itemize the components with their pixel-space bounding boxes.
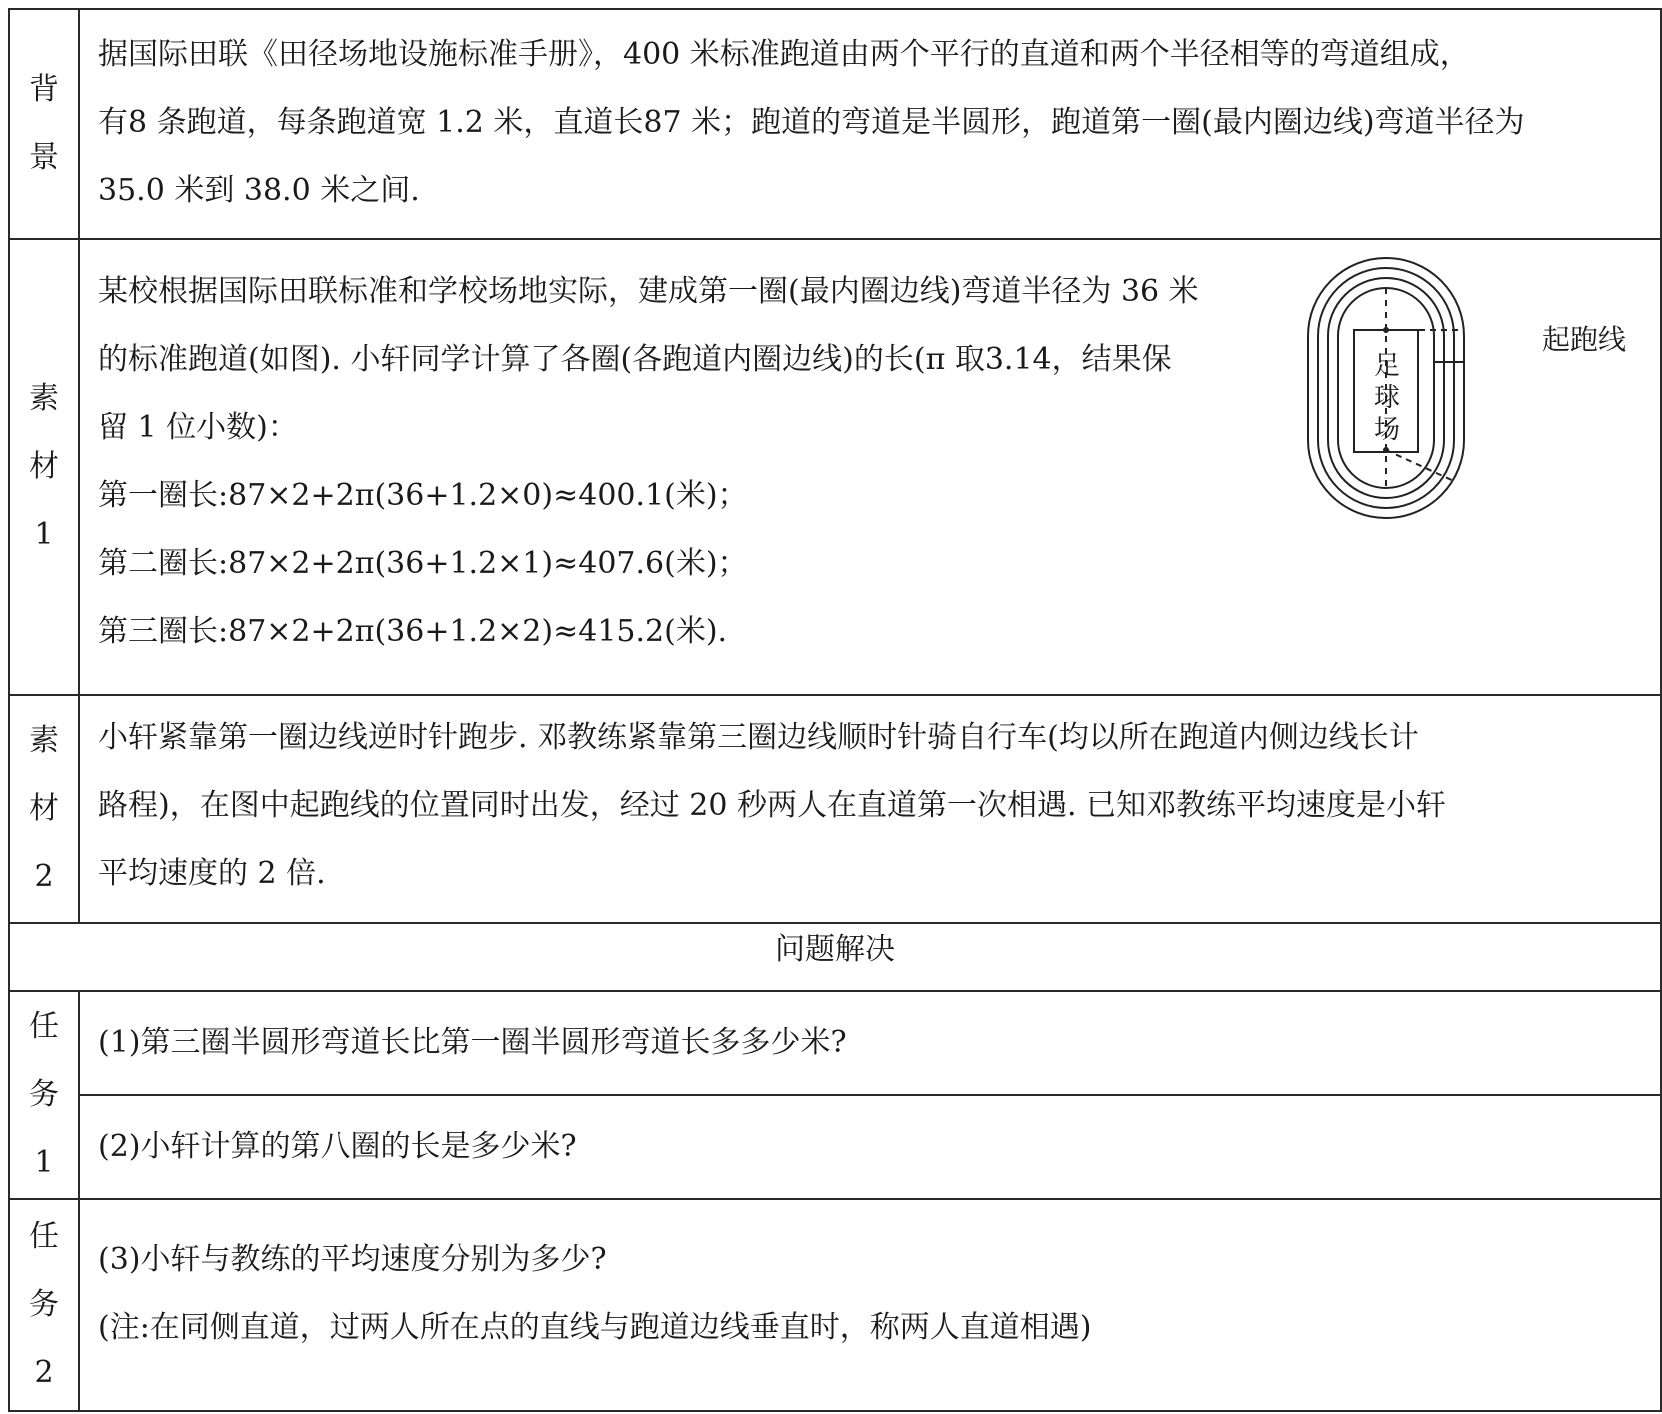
material1-content — [79, 239, 1661, 695]
material1-row — [9, 239, 1661, 695]
field-char: 场 — [1373, 415, 1400, 445]
text-line: 平均速度的 2 倍. — [98, 856, 326, 891]
text-line: 留 1 位小数)： — [98, 410, 298, 445]
dashed-radius-bottom — [1386, 450, 1456, 482]
task1-row-a — [9, 991, 1661, 1095]
material2-content — [79, 695, 1661, 923]
question-text: (2)小轩计算的第八圈的长是多少米? — [98, 1129, 577, 1164]
text-line: 有8 条跑道，每条跑道宽 1.2 米，直道长87 米；跑道的弯道是半圆形，跑道第一圈(最内圈边线)弯道半径为 — [98, 105, 1525, 140]
label-char: 材 — [29, 449, 59, 484]
text-line: 据国际田联《田径场地设施标准手册》，400 米标准跑道由两个平行的直道和两个半径相等的弯道组成， — [98, 37, 1470, 72]
text-line: 第三圈长:87×2+2π(36+1.2×2)≈415.2(米). — [98, 614, 728, 649]
problem-table — [8, 8, 1662, 1412]
label-char: 材 — [29, 791, 59, 826]
material2-label — [9, 695, 79, 923]
label-char: 素 — [29, 381, 59, 416]
task2-content — [79, 1199, 1661, 1411]
task2-label — [9, 1199, 79, 1411]
task1-question1 — [79, 991, 1661, 1095]
note-text: (注:在同侧直道，过两人所在点的直线与跑道边线垂直时，称两人直道相遇) — [98, 1310, 1092, 1345]
material2-row — [9, 695, 1661, 923]
text-line: 小轩紧靠第一圈边线逆时针跑步. 邓教练紧靠第三圈边线顺时针骑自行车(均以所在跑道内侧边线长计 — [98, 720, 1419, 755]
text-line: 第一圈长:87×2+2π(36+1.2×0)≈400.1(米)； — [98, 478, 748, 513]
label-char: 任 — [29, 1009, 59, 1044]
text-line: 第二圈长:87×2+2π(36+1.2×1)≈407.6(米)； — [98, 546, 748, 581]
background-row — [9, 9, 1661, 239]
label-char: 1 — [34, 1145, 54, 1180]
task1-row-b — [9, 1095, 1661, 1199]
section-header-row — [9, 923, 1661, 991]
task2-row — [9, 1199, 1661, 1411]
text-line: 路程)，在图中起跑线的位置同时出发，经过 20 秒两人在直道第一次相遇. 已知邓教练平均速度是小轩 — [98, 788, 1447, 823]
label-char: 务 — [29, 1077, 59, 1112]
question-text: (3)小轩与教练的平均速度分别为多少? — [98, 1242, 607, 1277]
label-char: 1 — [34, 517, 54, 552]
text-line: 某校根据国际田联标准和学校场地实际，建成第一圈(最内圈边线)弯道半径为 36 米 — [98, 274, 1199, 309]
label-char: 素 — [29, 723, 59, 758]
field-char: 球 — [1373, 383, 1400, 413]
task1-question2 — [79, 1095, 1661, 1199]
label-char: 景 — [29, 140, 59, 175]
label-char: 背 — [29, 72, 59, 107]
label-char: 2 — [34, 859, 54, 894]
label-char: 2 — [34, 1355, 54, 1390]
section-header: 问题解决 — [9, 923, 1661, 991]
task1-label — [9, 991, 79, 1199]
running-track-diagram — [1280, 250, 1540, 530]
text-line: 35.0 米到 38.0 米之间. — [98, 173, 420, 208]
field-label-text — [1372, 350, 1402, 446]
label-char: 务 — [29, 1287, 59, 1322]
start-line-label: 起跑线 — [1542, 323, 1627, 356]
material1-label — [9, 239, 79, 695]
text-line: 的标准跑道(如图). 小轩同学计算了各圈(各跑道内圈边线)的长(π 取3.14，结果保 — [98, 342, 1172, 377]
field-char: 足 — [1373, 351, 1400, 381]
label-char: 任 — [29, 1219, 59, 1254]
background-label — [9, 9, 79, 239]
background-content — [79, 9, 1661, 239]
question-text: (1)第三圈半圆形弯道长比第一圈半圆形弯道长多多少米? — [98, 1025, 847, 1060]
